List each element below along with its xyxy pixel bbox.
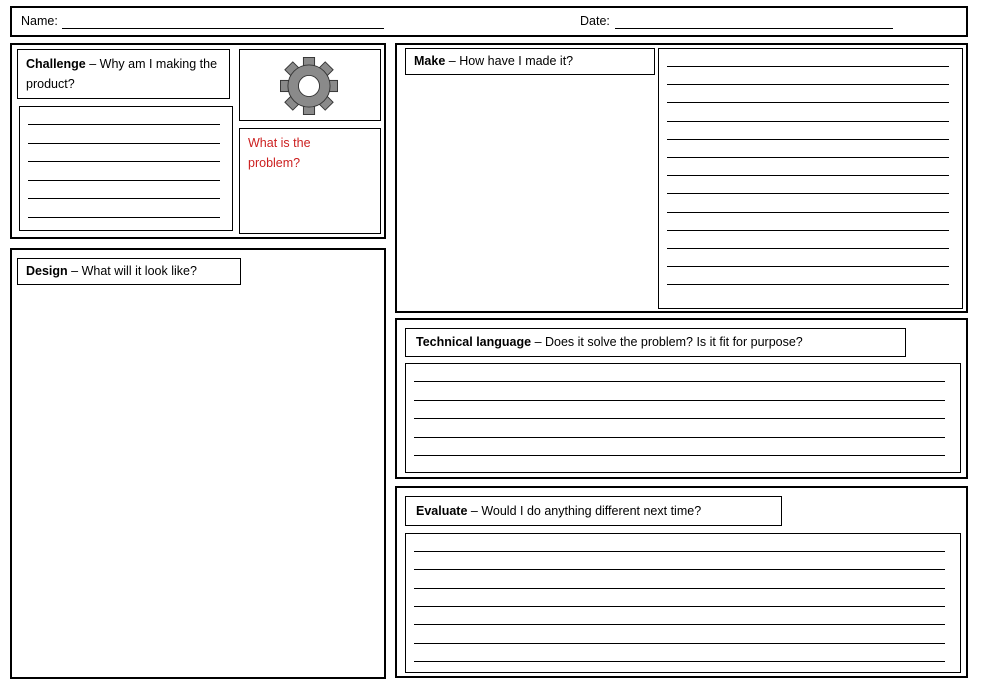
writing-line[interactable] (414, 606, 945, 607)
make-section (395, 43, 968, 313)
gear-icon (278, 55, 340, 117)
writing-line[interactable] (28, 143, 220, 144)
problem-box[interactable] (239, 128, 381, 234)
design-heading (17, 258, 241, 285)
make-prompt: – How have I made it? (448, 54, 574, 68)
writing-line[interactable] (667, 230, 949, 231)
gear-box (239, 49, 381, 121)
writing-line[interactable] (414, 455, 945, 456)
writing-line[interactable] (667, 266, 949, 267)
writing-line[interactable] (667, 102, 949, 103)
writing-line[interactable] (414, 643, 945, 644)
writing-line[interactable] (414, 588, 945, 589)
evaluate-prompt: – Would I do anything different next time? (470, 504, 702, 518)
technical-heading (405, 328, 906, 357)
challenge-heading (17, 49, 230, 99)
challenge-section (10, 43, 386, 239)
writing-line[interactable] (667, 84, 949, 85)
challenge-prompt: – Why am I making the product? (26, 57, 218, 91)
name-label: Name: (21, 14, 58, 28)
evaluate-title: Evaluate (416, 504, 468, 518)
writing-line[interactable] (667, 121, 949, 122)
header-bar (10, 6, 968, 37)
writing-line[interactable] (414, 400, 945, 401)
date-label: Date: (580, 14, 610, 28)
writing-line[interactable] (667, 193, 949, 194)
challenge-answer-box[interactable] (19, 106, 233, 231)
writing-line[interactable] (667, 139, 949, 140)
writing-line[interactable] (667, 284, 949, 285)
writing-line[interactable] (667, 248, 949, 249)
writing-line[interactable] (28, 217, 220, 218)
technical-lines (414, 364, 945, 472)
problem-text: What is the problem? (248, 136, 311, 170)
make-lines (667, 49, 949, 308)
technical-title: Technical language (416, 335, 532, 349)
writing-line[interactable] (667, 212, 949, 213)
design-section[interactable] (10, 248, 386, 679)
writing-line[interactable] (667, 66, 949, 67)
evaluate-answer-box[interactable] (405, 533, 961, 673)
writing-line[interactable] (414, 569, 945, 570)
challenge-title: Challenge (26, 57, 86, 71)
writing-line[interactable] (667, 157, 949, 158)
writing-line[interactable] (414, 418, 945, 419)
technical-section (395, 318, 968, 479)
name-field-line[interactable] (62, 28, 384, 29)
writing-line[interactable] (414, 661, 945, 662)
writing-line[interactable] (28, 180, 220, 181)
evaluate-lines (414, 534, 945, 672)
writing-line[interactable] (414, 624, 945, 625)
evaluate-heading (405, 496, 782, 526)
date-field-line[interactable] (615, 28, 893, 29)
design-prompt: – What will it look like? (71, 264, 197, 278)
make-heading (405, 48, 655, 75)
writing-line[interactable] (667, 175, 949, 176)
writing-line[interactable] (414, 551, 945, 552)
writing-line[interactable] (28, 161, 220, 162)
technical-answer-box[interactable] (405, 363, 961, 473)
make-title: Make (414, 54, 446, 68)
writing-line[interactable] (28, 124, 220, 125)
challenge-lines (28, 107, 220, 230)
design-title: Design (26, 264, 68, 278)
make-answer-box[interactable] (658, 48, 963, 309)
writing-line[interactable] (414, 381, 945, 382)
writing-line[interactable] (28, 198, 220, 199)
technical-prompt: – Does it solve the problem? Is it fit for purpose? (534, 335, 803, 349)
writing-line[interactable] (414, 437, 945, 438)
evaluate-section (395, 486, 968, 678)
